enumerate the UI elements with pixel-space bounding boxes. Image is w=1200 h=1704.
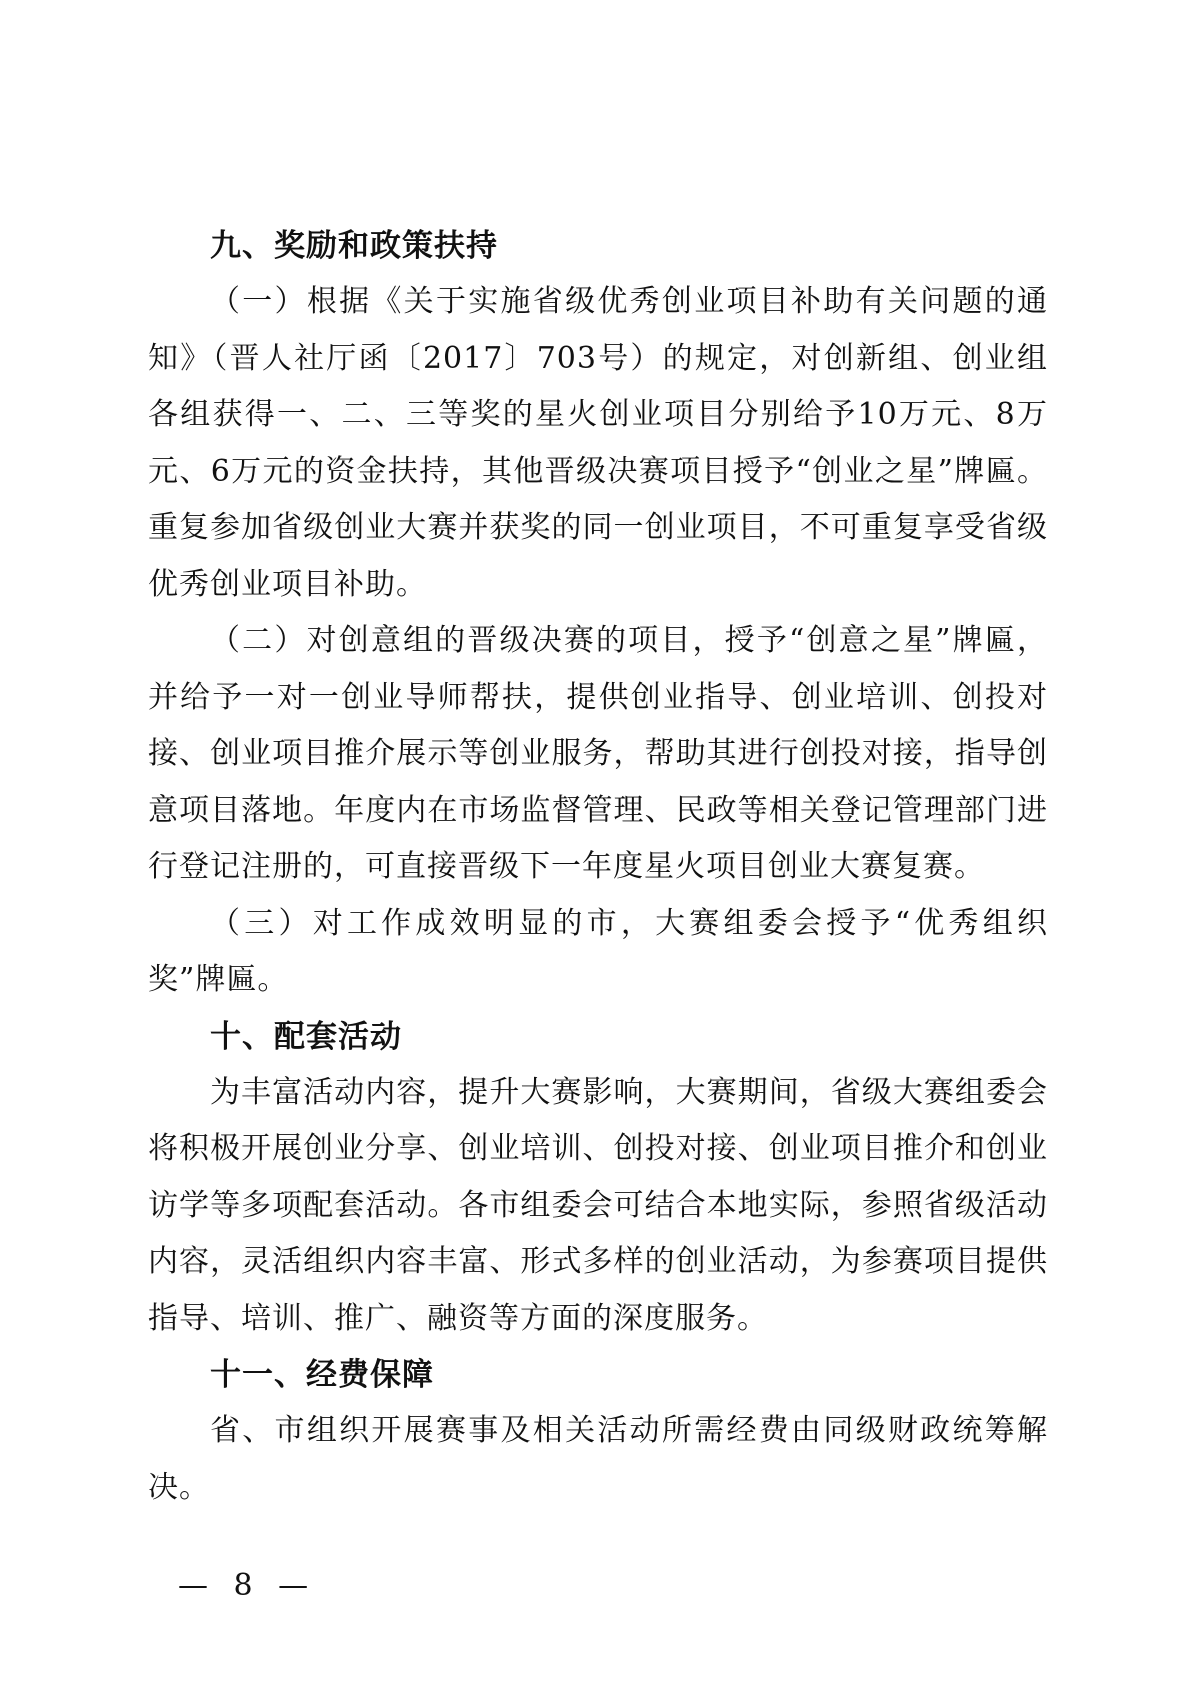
section-9-heading: 九、奖励和政策扶持 (210, 228, 498, 264)
document-body (148, 218, 1048, 1516)
section-9-paragraph-2: （二）对创意组的晋级决赛的项目，授予“创意之星”牌匾，并给予一对一创业导师帮扶，提供创业指导、创业培训、创投对接、创业项目推介展示等创业服务，帮助其进行创投对接，指导创意项目落地。年度内在市场监督管理、民政等相关登记管理部门进行登记注册的，可直接晋级下一年度星火项目创业大赛复赛。 (148, 623, 1048, 884)
section-10-heading: 十、配套活动 (210, 1018, 402, 1055)
section-9-paragraph-1: （一）根据《关于实施省级优秀创业项目补助有关问题的通知》（晋人社厅函〔2017〕703号）的规定，对创新组、创业组各组获得一、二、三等奖的星火创业项目分别给予10万元、8万元、6万元的资金扶持，其他晋级决赛项目授予“创业之星”牌匾。重复参加省级创业大赛并获奖的同一创业项目，不可重复享受省级优秀创业项目补助。 (148, 284, 1048, 602)
section-11-heading: 十一、经费保障 (210, 1357, 434, 1393)
section-11-paragraph-1: 省、市组织开展赛事及相关活动所需经费由同级财政统筹解决。 (148, 1413, 1048, 1505)
section-10-paragraph-1: 为丰富活动内容，提升大赛影响，大赛期间，省级大赛组委会将积极开展创业分享、创业培训、创投对接、创业项目推介和创业访学等多项配套活动。各市组委会可结合本地实际，参照省级活动内容，灵活组织内容丰富、形式多样的创业活动，为参赛项目提供指导、培训、推广、融资等方面的深度服务。 (148, 1074, 1048, 1336)
section-9-paragraph-3: （三）对工作成效明显的市，大赛组委会授予“优秀组织奖”牌匾。 (148, 905, 1048, 997)
page-number: — 8 — (178, 1568, 317, 1603)
